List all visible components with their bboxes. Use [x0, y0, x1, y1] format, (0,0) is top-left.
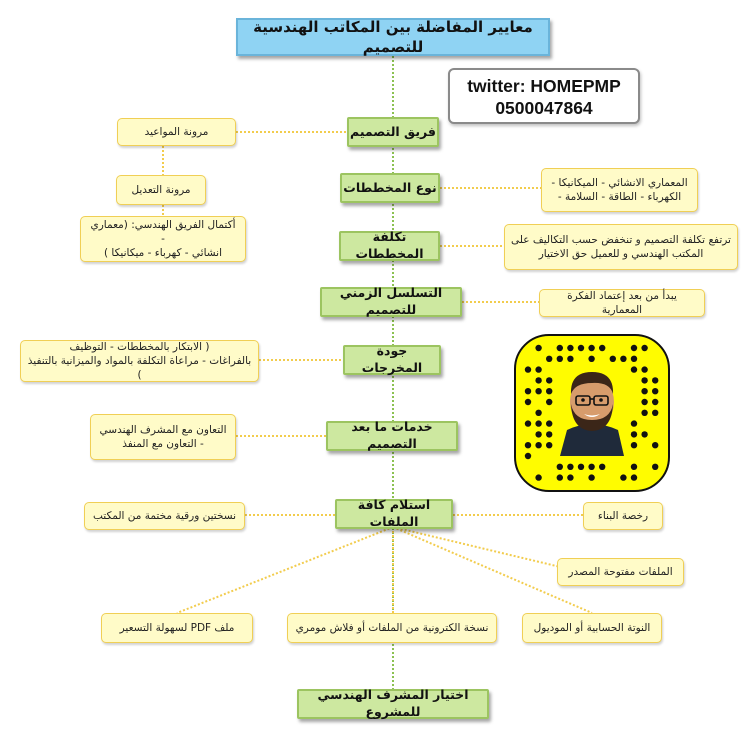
- snapcode-dot: [535, 420, 541, 426]
- snapcode-dot: [535, 366, 541, 372]
- node-design-timeline: التسلسل الزمني للتصميم: [320, 287, 462, 317]
- snapcode-dot: [525, 453, 531, 459]
- note-bim-model: النوتة الحسابية أو الموديول: [522, 613, 662, 643]
- snapcode-dot: [652, 377, 658, 383]
- snapcode-dot: [578, 345, 584, 351]
- snapcode-dot: [546, 399, 552, 405]
- snapcode-dot: [631, 464, 637, 470]
- snapcode-dot: [525, 420, 531, 426]
- snapcode-dot: [535, 442, 541, 448]
- snapcode-dot: [599, 464, 605, 470]
- snapcode-dot: [546, 431, 552, 437]
- note-cost: ترتفع تكلفة التصميم و تنخفض حسب التكاليف على المكتب الهندسي و للعميل حق الاختيار: [504, 224, 738, 270]
- snapcode-dot: [546, 420, 552, 426]
- note-timeline: يبدأ من بعد إعتماد الفكرة المعمارية: [539, 289, 705, 317]
- node-plan-cost: تكلفة المخططات: [339, 231, 440, 261]
- snapcode-dot: [631, 345, 637, 351]
- node-receive-files: استلام كافة الملفات: [335, 499, 453, 529]
- snapcode-dot: [641, 345, 647, 351]
- snapcode-dot: [546, 356, 552, 362]
- snapcode-dot: [546, 442, 552, 448]
- snapcode-dot: [535, 474, 541, 480]
- snapcode-dot: [641, 399, 647, 405]
- snapcode-dot: [641, 410, 647, 416]
- note-plan-types: المعماري الانشائي - الميكانيكا - الكهرباء - الطاقة - السلامة -: [541, 168, 698, 212]
- twitter-handle: twitter: HOMEPMP: [467, 76, 621, 96]
- snapcode-dot: [631, 420, 637, 426]
- snapcode-dot: [588, 464, 594, 470]
- snapcode-dot: [652, 464, 658, 470]
- snapcode-dot: [652, 399, 658, 405]
- snapcode-dot: [641, 431, 647, 437]
- note-team-completeness: أكتمال الفريق الهندسي: (معماري - انشائي - كهرباء - ميكانيكا ): [80, 216, 246, 262]
- note-building-permit: رخصة البناء: [583, 502, 663, 530]
- snapcode-dot: [578, 464, 584, 470]
- snapcode-dot: [631, 366, 637, 372]
- diagram-title: معايير المفاضلة بين المكاتب الهندسية للتصميم: [236, 18, 550, 56]
- node-plan-types: نوع المخططات: [340, 173, 440, 203]
- note-paper-copies: نسختين ورقية مختمة من المكتب: [84, 502, 245, 530]
- snapcode-dot: [525, 388, 531, 394]
- note-quality: ( الابتكار بالمخططات - التوظيف بالفراغات - مراعاة التكلفة بالمواد والميزانية بالتنفيذ ): [20, 340, 259, 382]
- snapcode-dot: [631, 442, 637, 448]
- contact-box: [448, 68, 640, 124]
- snapcode-dot: [557, 464, 563, 470]
- snapcode-dot: [557, 356, 563, 362]
- snapcode-dot: [588, 356, 594, 362]
- snapcode-dot: [535, 345, 541, 351]
- snapcode-dot: [535, 410, 541, 416]
- snapcode-dot: [567, 345, 573, 351]
- snapcode-dot: [588, 474, 594, 480]
- snapcode-dot: [652, 410, 658, 416]
- snapcode-dot: [652, 388, 658, 394]
- snapcode-dot: [620, 356, 626, 362]
- phone-number: 0500047864: [495, 98, 593, 118]
- snapcode-dot: [535, 377, 541, 383]
- snapcode-dot: [535, 388, 541, 394]
- snapcode-dot: [567, 464, 573, 470]
- snapcode-dot: [631, 356, 637, 362]
- snapcode-dot: [557, 345, 563, 351]
- link-open-source: [393, 527, 573, 570]
- snapcode: [514, 334, 670, 492]
- snapcode-dot: [557, 474, 563, 480]
- snapcode-dot: [567, 474, 573, 480]
- snapcode-dot: [599, 345, 605, 351]
- snapcode-dot: [620, 474, 626, 480]
- snapcode-dot: [652, 442, 658, 448]
- snapcode-dot: [641, 388, 647, 394]
- snapcode-dot: [525, 366, 531, 372]
- snapcode-dot: [588, 345, 594, 351]
- link-pdf: [177, 527, 393, 613]
- node-post-design-services: خدمات ما بعد التصميم: [326, 421, 458, 451]
- snapcode-dot: [546, 377, 552, 383]
- snapcode-dot: [525, 399, 531, 405]
- node-design-team: فريق التصميم: [347, 117, 439, 147]
- snapcode-dot: [641, 366, 647, 372]
- snapcode-dot: [631, 474, 637, 480]
- snapcode-dot: [641, 377, 647, 383]
- note-edit-flexibility: مرونة التعديل: [116, 175, 206, 205]
- snapcode-dot: [567, 356, 573, 362]
- snapcode-dot: [631, 431, 637, 437]
- note-electronic-copy: نسخة الكترونية من الملفات أو فلاش مومري: [287, 613, 497, 643]
- note-schedule-flexibility: مرونة المواعيد: [117, 118, 236, 146]
- snapcode-dot: [535, 431, 541, 437]
- note-services: التعاون مع المشرف الهندسي - التعاون مع المنفذ: [90, 414, 236, 460]
- note-pdf-file: ملف PDF لسهولة التسعير: [101, 613, 253, 643]
- snapcode-dot: [546, 388, 552, 394]
- node-select-supervisor: اختيار المشرف الهندسي للمشروع: [297, 689, 489, 719]
- note-open-source-files: الملفات مفتوحة المصدر: [557, 558, 684, 586]
- node-output-quality: جودة المخرجات: [343, 345, 441, 375]
- snapcode-dot: [525, 442, 531, 448]
- snapcode-dot: [610, 356, 616, 362]
